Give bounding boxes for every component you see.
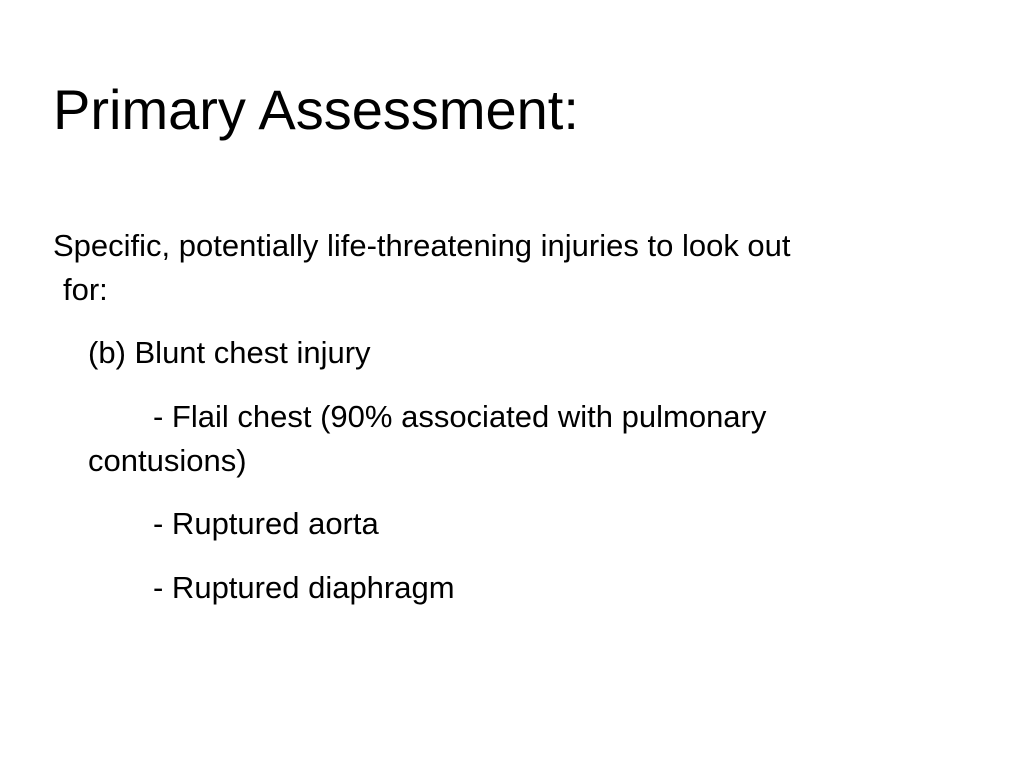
slide-title: Primary Assessment: <box>53 78 579 141</box>
subheading: (b) Blunt chest injury <box>88 335 371 370</box>
bullet-ruptured-diaphragm: - Ruptured diaphragm <box>153 570 455 605</box>
bullet-flail-chest: - Flail chest (90% associated with pulmonary <box>153 399 767 434</box>
bullet-ruptured-aorta: - Ruptured aorta <box>153 506 379 541</box>
bullet-flail-chest-continued: contusions) <box>88 443 247 478</box>
intro-text-line-1: Specific, potentially life-threatening injuries to look out <box>53 228 791 263</box>
intro-text-line-2: for: <box>63 272 108 307</box>
